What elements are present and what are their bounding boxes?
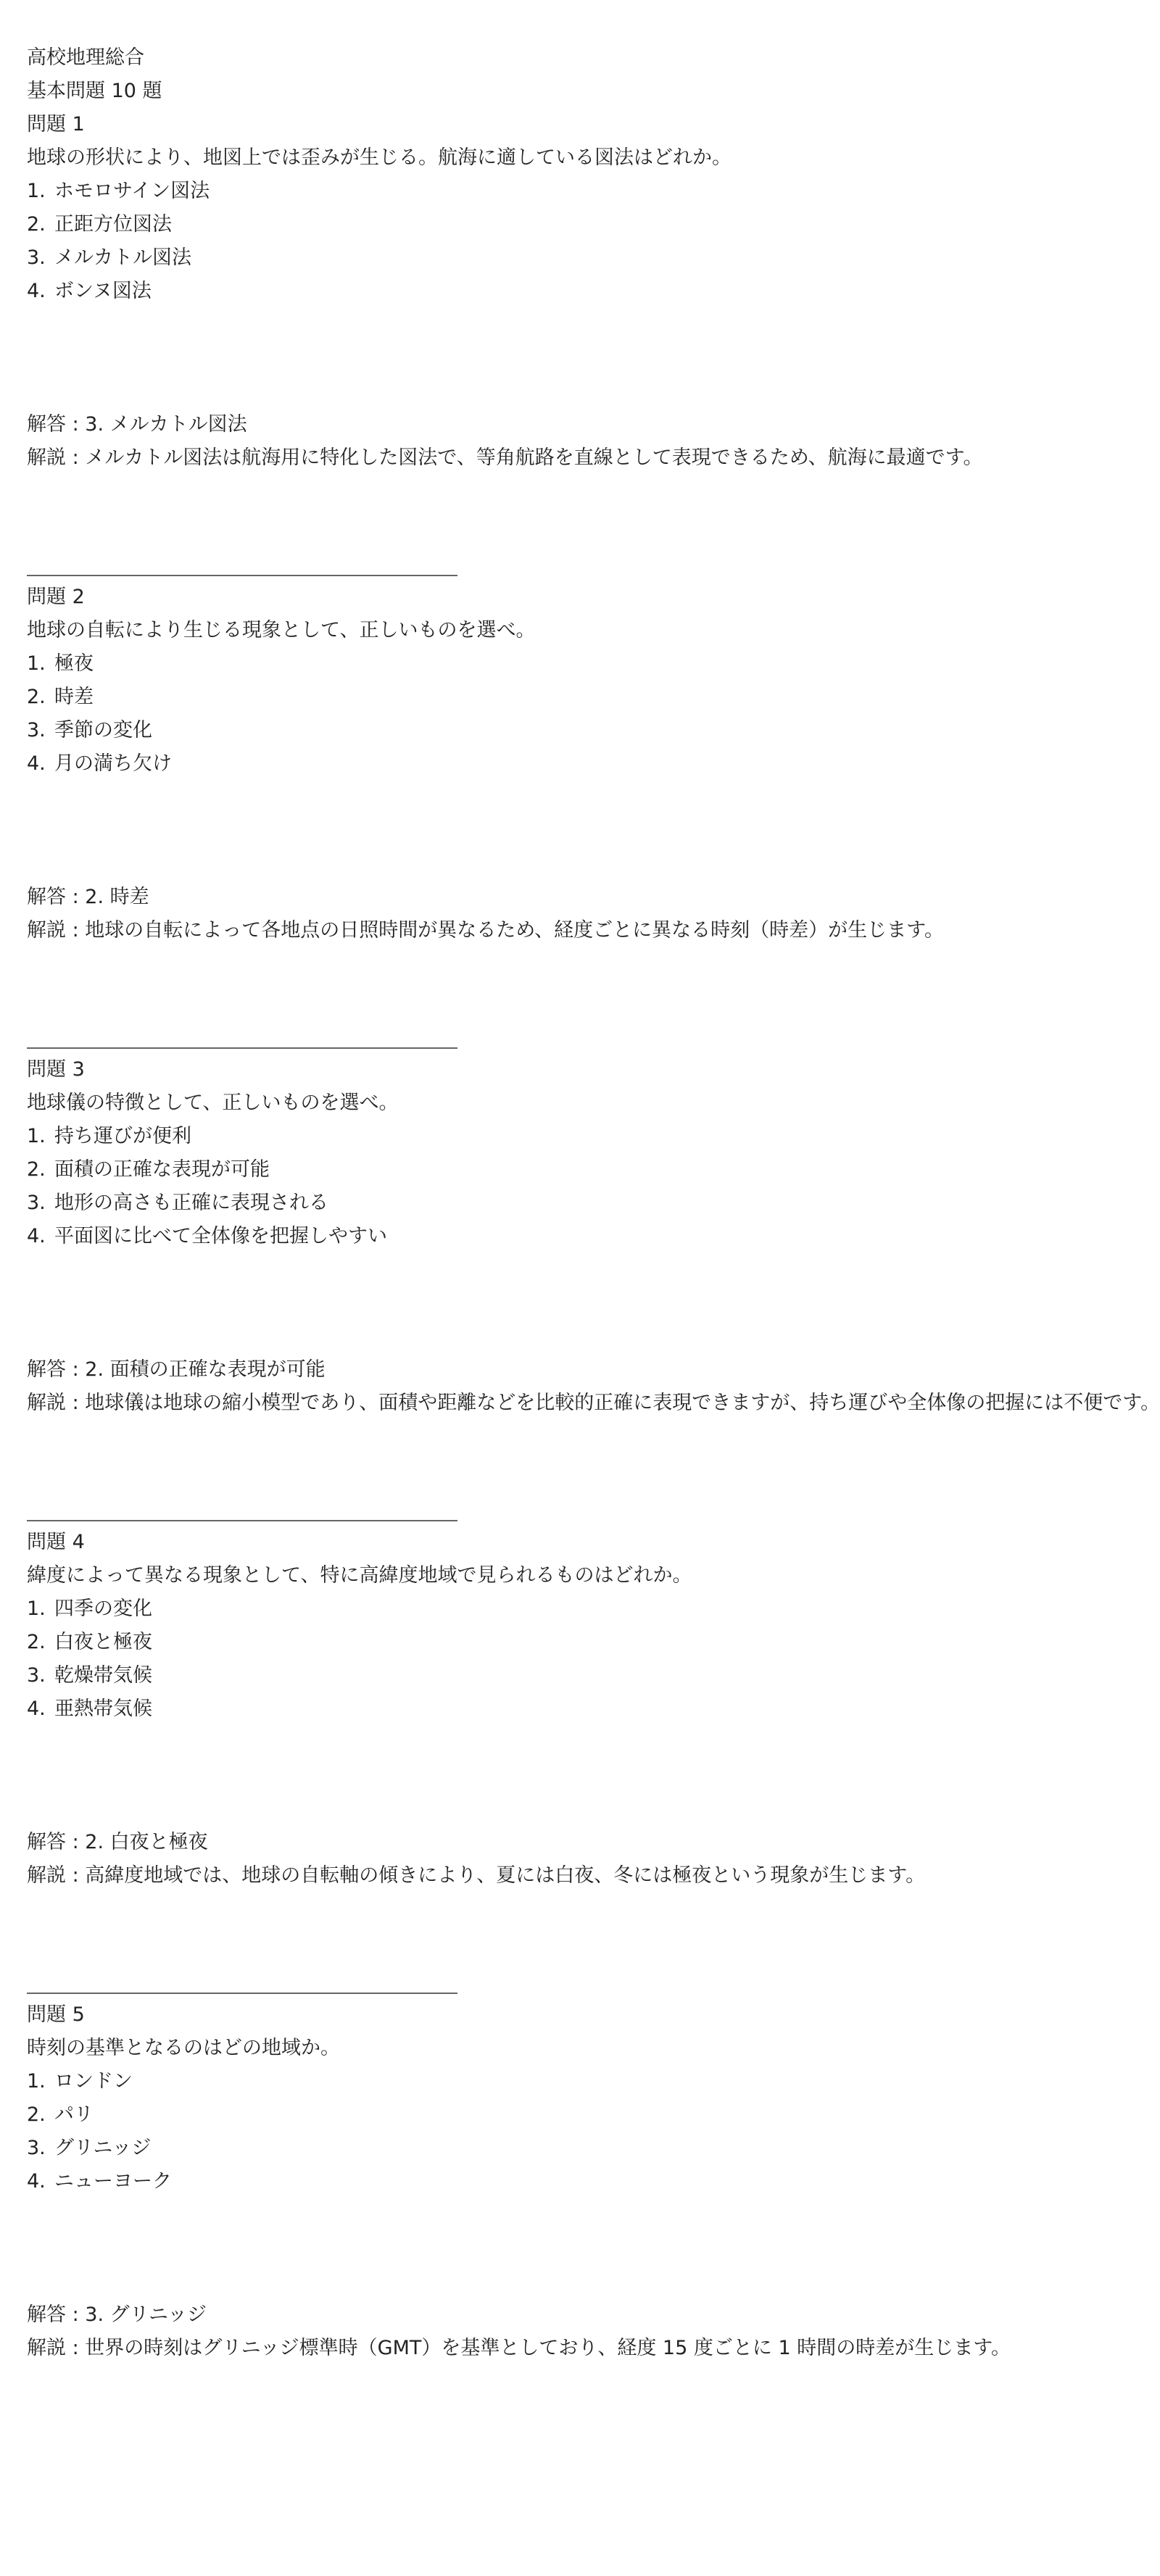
answer-text: 解答 : 2. 面積の正確な表現が可能	[27, 1358, 326, 1381]
choice-label: 正距方位図法	[54, 213, 172, 236]
choice-number: 1.	[27, 1597, 46, 1620]
choice-item	[27, 1153, 1143, 1187]
choice-item	[27, 1220, 1143, 1253]
choice-number: 4.	[27, 1225, 46, 1247]
explanation-text: 解説 : 地球儀は地球の縮小模型であり、面積や距離などを比較的正確に表現できますが、持ち運びや全体像の把握には不便です。	[27, 1392, 1160, 1414]
choice-label: 亜熱帯気候	[54, 1698, 152, 1720]
choice-number: 1.	[27, 1125, 46, 1147]
choice-number: 1.	[27, 180, 46, 202]
choice-list	[27, 175, 1143, 308]
choice-label: メルカトル図法	[54, 246, 191, 269]
choice-label: 四季の変化	[54, 1597, 152, 1620]
choice-number: 4.	[27, 1698, 46, 1720]
choice-item	[27, 1626, 1143, 1659]
section-divider	[27, 1993, 457, 1994]
explanation-text: 解説 : メルカトル図法は航海用に特化した図法で、等角航路を直線として表現できるため、航海に最適です。	[27, 446, 983, 469]
choice-number: 2.	[27, 686, 46, 708]
choice-label: 平面図に比べて全体像を把握しやすい	[54, 1225, 387, 1247]
question-text: 地球儀の特徴として、正しいものを選べ。	[27, 1092, 399, 1114]
choice-number: 3.	[27, 246, 46, 269]
explanation-text: 解説 : 地球の自転によって各地点の日照時間が異なるため、経度ごとに異なる時刻（時差）が生じます。	[27, 919, 945, 942]
choice-label: 持ち運びが便利	[54, 1125, 191, 1147]
question-text: 緯度によって異なる現象として、特に高緯度地域で見られるものはどれか。	[27, 1564, 692, 1587]
question-block	[27, 1526, 1143, 1994]
choice-item	[27, 2132, 1143, 2165]
explanation-text: 解説 : 世界の時刻はグリニッジ標準時（GMT）を基準としており、経度 15 度ごとに 1 時間の時差が生じます。	[27, 2337, 1011, 2359]
question-block	[27, 108, 1143, 576]
choice-item	[27, 208, 1143, 241]
choice-list	[27, 647, 1143, 781]
choice-label: 乾燥帯気候	[54, 1664, 152, 1687]
choice-item	[27, 747, 1143, 781]
choice-item	[27, 714, 1143, 747]
choice-label: 地形の高さも正確に表現される	[54, 1192, 328, 1214]
choice-label: 時差	[54, 686, 94, 708]
choice-item	[27, 241, 1143, 275]
document-subtitle: 基本問題 10 題	[27, 80, 162, 102]
choice-item	[27, 1120, 1143, 1153]
section-divider	[27, 575, 457, 576]
question-title: 問題 2	[27, 586, 85, 608]
question-text: 時刻の基準となるのはどの地域か。	[27, 2037, 340, 2059]
answer-text: 解答 : 2. 時差	[27, 886, 149, 908]
section-divider	[27, 1520, 457, 1521]
choice-item	[27, 2098, 1143, 2132]
choice-item	[27, 175, 1143, 208]
choice-number: 1.	[27, 2070, 46, 2093]
question-block	[27, 1998, 1143, 2365]
choice-number: 1.	[27, 652, 46, 675]
answer-text: 解答 : 3. グリニッジ	[27, 2303, 207, 2326]
choice-number: 2.	[27, 1158, 46, 1181]
choice-number: 3.	[27, 719, 46, 741]
choice-number: 2.	[27, 2103, 46, 2126]
choice-item	[27, 2165, 1143, 2198]
question-text: 地球の自転により生じる現象として、正しいものを選べ。	[27, 619, 536, 641]
explanation-text: 解説 : 高緯度地域では、地球の自転軸の傾きにより、夏には白夜、冬には極夜という現象が生じます。	[27, 1864, 926, 1887]
choice-item	[27, 647, 1143, 681]
choice-item	[27, 1659, 1143, 1692]
choice-item	[27, 1592, 1143, 1626]
choice-number: 2.	[27, 213, 46, 236]
answer-text: 解答 : 2. 白夜と極夜	[27, 1831, 208, 1853]
choice-list	[27, 2065, 1143, 2198]
choice-item	[27, 681, 1143, 714]
choice-label: パリ	[54, 2103, 94, 2126]
choice-list	[27, 1592, 1143, 1726]
question-text: 地球の形状により、地図上では歪みが生じる。航海に適している図法はどれか。	[27, 146, 732, 169]
question-block	[27, 1053, 1160, 1521]
document-page	[27, 41, 1160, 2365]
question-title: 問題 4	[27, 1531, 85, 1553]
choice-number: 2.	[27, 1631, 46, 1653]
choice-label: ニューヨーク	[54, 2170, 172, 2193]
choice-item	[27, 2065, 1143, 2098]
choice-number: 4.	[27, 752, 46, 775]
question-title: 問題 1	[27, 113, 85, 136]
choice-number: 3.	[27, 1192, 46, 1214]
subject-title: 高校地理総合	[27, 46, 144, 69]
choice-number: 4.	[27, 280, 46, 302]
choice-label: 面積の正確な表現が可能	[54, 1158, 270, 1181]
question-block	[27, 581, 1143, 1049]
choice-label: 季節の変化	[54, 719, 152, 741]
choice-list	[27, 1120, 1143, 1253]
question-title: 問題 5	[27, 2003, 85, 2026]
question-title: 問題 3	[27, 1058, 85, 1081]
choice-label: 月の満ち欠け	[54, 752, 172, 775]
choice-number: 3.	[27, 2137, 46, 2159]
answer-text: 解答 : 3. メルカトル図法	[27, 413, 247, 436]
choice-label: 極夜	[54, 652, 94, 675]
section-divider	[27, 1047, 457, 1049]
choice-label: ホモロサイン図法	[54, 180, 210, 202]
choice-label: ボンヌ図法	[54, 280, 152, 302]
choice-item	[27, 275, 1143, 308]
choice-number: 4.	[27, 2170, 46, 2193]
choice-item	[27, 1187, 1143, 1220]
choice-item	[27, 1692, 1143, 1726]
choice-label: ロンドン	[54, 2070, 133, 2093]
choice-label: 白夜と極夜	[54, 1631, 152, 1653]
choice-number: 3.	[27, 1664, 46, 1687]
choice-label: グリニッジ	[54, 2137, 152, 2159]
